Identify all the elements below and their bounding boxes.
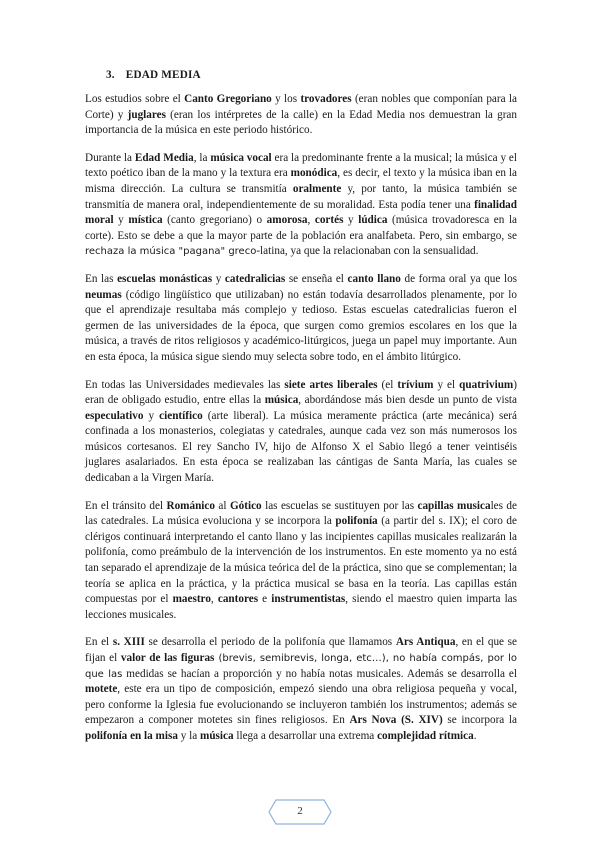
text-run: e <box>258 593 272 606</box>
paragraph-5 <box>85 499 517 624</box>
bold-term: motete <box>85 683 118 696</box>
bold-term: Canto Gregoriano <box>184 93 272 105</box>
text-run: ) eran de obligado estudio, entre ellas la <box>85 378 517 407</box>
bold-term: cortés <box>314 214 344 227</box>
text-run: al <box>214 499 230 512</box>
bold-term: finalidad moral <box>85 198 517 227</box>
handwritten-text: (brevis, semibrevis, longa, etc…), no había compás, por lo que las <box>85 653 517 680</box>
text-run: , <box>210 593 218 606</box>
text-run: (código lingüístico que utilizaban) no están todavía desarrollados plenamente, por lo que el aprendizaje resultaba más complejo y tedioso. Estas escuelas catedralicias fueron el germen de las universidades de la época, que surgen como gremios escolares en los que la música, a través de ritos religiosos y académico-litúrgicos, juega un papel muy importante. Aun en esta época, la música sigue siendo muy selecta sobre todo, en el ámbito litúrgico. <box>85 288 517 363</box>
text-run: En las <box>85 272 118 285</box>
text-run: En todas las Universidades medievales las <box>85 378 285 391</box>
text-run: , en el que se fijan el <box>85 636 517 664</box>
body-text <box>85 92 517 757</box>
bold-term: música vocal <box>210 151 272 164</box>
text-run: , es decir, el texto y la música iban en la misma dirección. La cultura se transmitía <box>85 167 517 195</box>
bold-term: monódica <box>290 167 338 180</box>
bold-term: juglares <box>127 108 166 121</box>
section-heading <box>106 69 201 81</box>
text-run: y la <box>177 729 200 742</box>
bold-term: Ars Antiqua <box>395 636 456 649</box>
text-run: las escuelas se sustituyen por las <box>261 499 418 512</box>
text-run: se desarrolla el periodo de la polifonía que llamamos <box>144 636 396 649</box>
bold-term: Gótico <box>229 499 262 512</box>
bold-term: científico <box>159 409 203 422</box>
text-run: se enseña el <box>285 272 348 285</box>
bold-term: maestro <box>172 593 211 606</box>
text-run: y <box>212 272 225 285</box>
bold-term: polifonía <box>335 515 378 528</box>
handwritten-text: rechaza la música "pagana" greco <box>85 246 257 258</box>
bold-term: instrumentistas <box>271 593 346 606</box>
paragraph-4 <box>85 378 517 487</box>
bold-term: quatrivium <box>459 378 514 391</box>
text-run: (a partir del s. IX); el coro de clérigos continuará interpretando el canto llano y las incipientes capillas musicales realizarán la polifonía, como preámbulo de la intervención de los instrumentos. En este momento ya no está tan separado el aprendizaje de la música teórica del de la práctica, sino que se complementan; la teoría se aplica en la práctica, y la práctica musical se basa en la teoría. Las capillas están compuestas por el <box>85 515 517 606</box>
bold-term: Edad Media <box>134 151 194 164</box>
bold-term: complejidad rítmica <box>377 729 474 742</box>
text-run: En el <box>85 636 113 649</box>
text-run: , este era un tipo de composición, empezó siendo una obra religiosa pequeña y vocal, pero conforme la Iglesia fue evolucionando se incluyeron también los instrumentos; además se empezaron a componer motetes sin fines religiosos. En <box>85 683 517 727</box>
text-run: se incorpora la <box>442 714 518 727</box>
bold-term: especulativo <box>85 409 144 422</box>
text-run: de forma oral ya que los <box>400 272 518 285</box>
bold-term: neumas <box>85 288 122 301</box>
bold-term: polifonía en la misa <box>85 729 178 742</box>
text-run: y <box>343 214 359 227</box>
text-run: , abordándose más bien desde un punto de vista <box>298 394 517 407</box>
bold-term: mística <box>128 214 163 227</box>
text-run: y <box>143 409 160 422</box>
bold-term: catedralicias <box>224 272 286 285</box>
paragraph-1 <box>85 92 517 139</box>
text-run: . <box>473 729 477 742</box>
text-run: Durante la <box>85 151 135 164</box>
paragraph-2 <box>85 151 517 260</box>
page-number-badge <box>268 799 332 825</box>
bold-term: s. XIII <box>112 636 145 649</box>
text-run: Los estudios sobre el <box>85 93 185 105</box>
bold-term: trívium <box>397 378 434 391</box>
bold-term: Románico <box>166 499 215 512</box>
text-run: llega a desarrollar una extrema <box>233 729 378 742</box>
text-run: medidas se hacían a proporción y no había notas musicales. Además se desarrolla el <box>122 667 517 680</box>
bold-term: trovadores <box>300 93 352 105</box>
bold-term: lúdica <box>358 214 388 227</box>
text-run: (música trovadoresca en la corte). Esto se debe a que la mayor parte de la población era analfabeta. Pero, sin embargo, se <box>85 214 518 242</box>
text-run: (canto gregoriano) o <box>162 214 267 227</box>
paragraph-6 <box>85 635 517 744</box>
text-run: (arte liberal). La música meramente práctica (arte mecánica) será confinada a los monasterios, colegiatas y catedrales, aunque cada vez son más numerosos los músicos cortesanos. El rey Sancho IV, hijo de Alfonso X el Sabio llegó a tener veintiséis juglares asalariados. En esta época se realizaban las cántigas de Santa María, las cuales se dedicaban a la Virgen María. <box>85 409 517 485</box>
bold-term: música <box>200 729 234 742</box>
text-run: les de las catedrales. La música evoluciona y se incorpora la <box>85 499 517 528</box>
text-run: era la predominante frente a la musical; la música y el texto poético iban de la mano y la textura era <box>85 151 518 180</box>
bold-term: música <box>264 394 299 407</box>
text-run: (el <box>377 378 398 391</box>
bold-term: amorosa <box>266 214 308 227</box>
text-run: (eran nobles que componían para la Corte) y <box>85 93 517 121</box>
section-number: 3. <box>106 69 115 81</box>
bold-term: escuelas monásticas <box>117 272 213 285</box>
bold-term: valor de las figuras <box>120 652 215 664</box>
section-title: EDAD MEDIA <box>125 69 201 81</box>
text-run: , la <box>193 151 211 164</box>
page-number: 2 <box>297 805 303 817</box>
bold-term: siete artes liberales <box>284 378 378 391</box>
text-run: y los <box>271 93 301 105</box>
text-run: y el <box>433 378 460 391</box>
bold-term: cantores <box>217 593 259 606</box>
text-run: , siendo el maestro quien imparta las lecciones musicales. <box>85 593 517 621</box>
bold-term: Ars Nova (S. XIV) <box>349 714 443 727</box>
text-run: y <box>113 214 129 227</box>
text-run: -latina, ya que la relacionaban con la sensualidad. <box>256 245 479 258</box>
text-run: y, por tanto, la música también se transmitía de manera oral, independientemente de su moralidad. Esta podía tener una <box>85 182 517 211</box>
text-run: En el tránsito del <box>85 499 167 512</box>
text-run: (eran los intérpretes de la calle) en la Edad Media nos demuestran la gran importancia de la música en este periodo histórico. <box>85 108 517 137</box>
bold-term: capillas musica <box>417 499 491 512</box>
bold-term: canto llano <box>347 272 401 285</box>
paragraph-3 <box>85 272 517 366</box>
bold-term: oralmente <box>292 182 342 195</box>
text-run: , <box>307 214 315 227</box>
